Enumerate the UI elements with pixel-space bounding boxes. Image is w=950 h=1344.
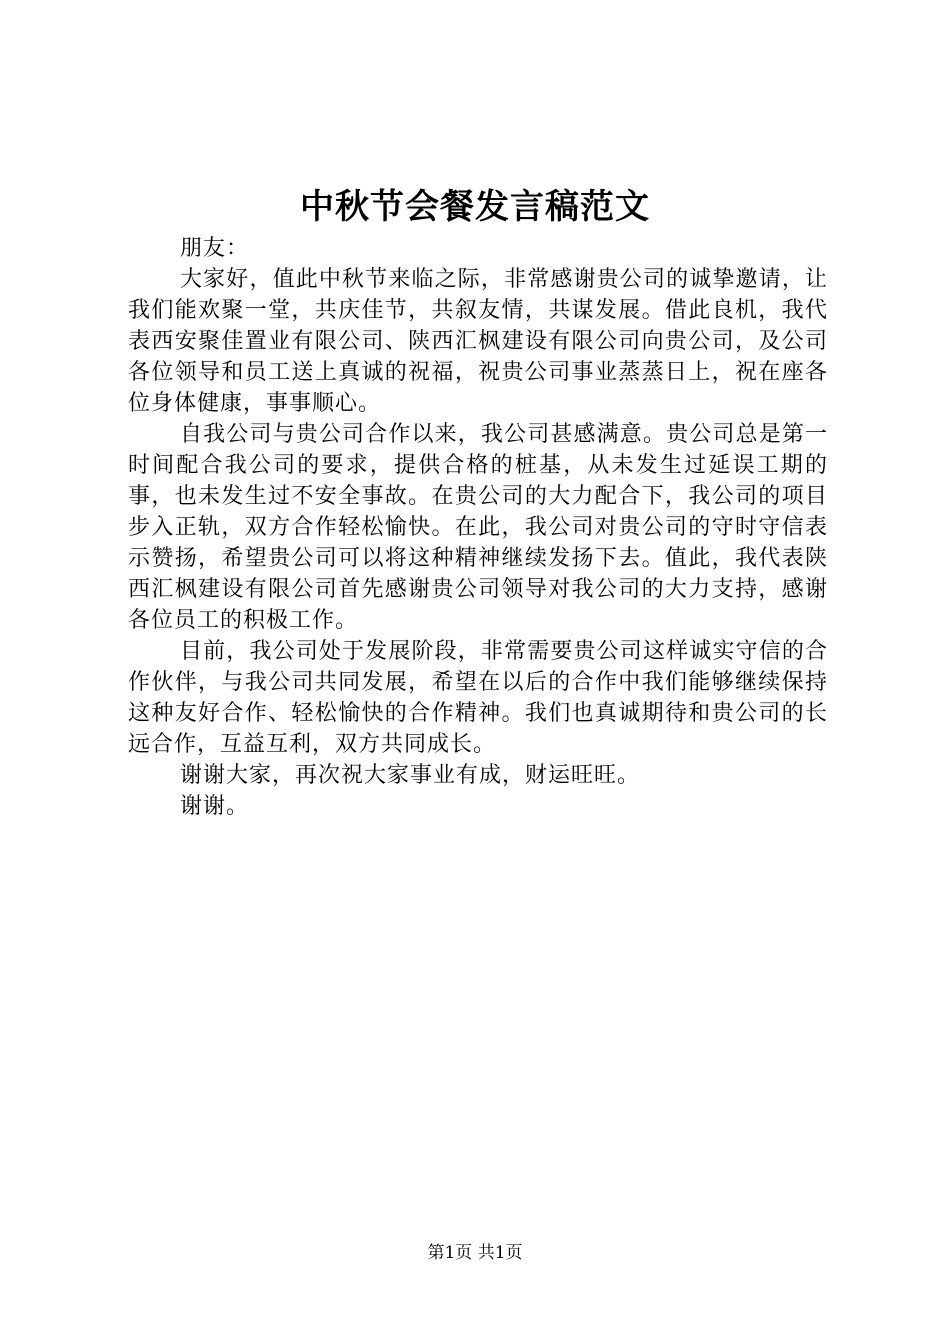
- paragraph-greeting: 大家好，值此中秋节来临之际，非常感谢贵公司的诚挚邀请，让我们能欢聚一堂，共庆佳节，共叙友情，共谋发展。借此良机，我代表西安聚佳置业有限公司、陕西汇枫建设有限公司向贵公司，及公司各位领导和员工送上真诚的祝福，祝贵公司事业蒸蒸日上，祝在座各位身体健康，事事顺心。: [128, 267, 828, 416]
- document-body: [128, 233, 828, 822]
- salutation: 朋友：: [180, 236, 250, 261]
- paragraph-cooperation: 自我公司与贵公司合作以来，我公司甚感满意。贵公司总是第一时间配合我公司的要求，提供合格的桩基，从未发生过延误工期的事，也未发生过不安全事故。在贵公司的大力配合下，我公司的项目步入正轨，双方合作轻松愉快。在此，我公司对贵公司的守时守信表示赞扬，希望贵公司可以将这种精神继续发扬下去。值此，我代表陕西汇枫建设有限公司首先感谢贵公司领导对我公司的大力支持，感谢各位员工的积极工作。: [128, 422, 828, 633]
- document-title: 中秋节会餐发言稿范文: [300, 187, 650, 227]
- page-number: 第1页 共1页: [427, 1243, 523, 1263]
- page-footer: [0, 1241, 950, 1265]
- closing: 谢谢。: [180, 794, 250, 819]
- paragraph-future: 目前，我公司处于发展阶段，非常需要贵公司这样诚实守信的合作伙伴，与我公司共同发展，希望在以后的合作中我们能够继续保持这种友好合作、轻松愉快的合作精神。我们也真诚期待和贵公司的长远合作，互益互利，双方共同成长。: [128, 639, 828, 757]
- paragraph-thanks: 谢谢大家，再次祝大家事业有成，财运旺旺。: [180, 763, 641, 788]
